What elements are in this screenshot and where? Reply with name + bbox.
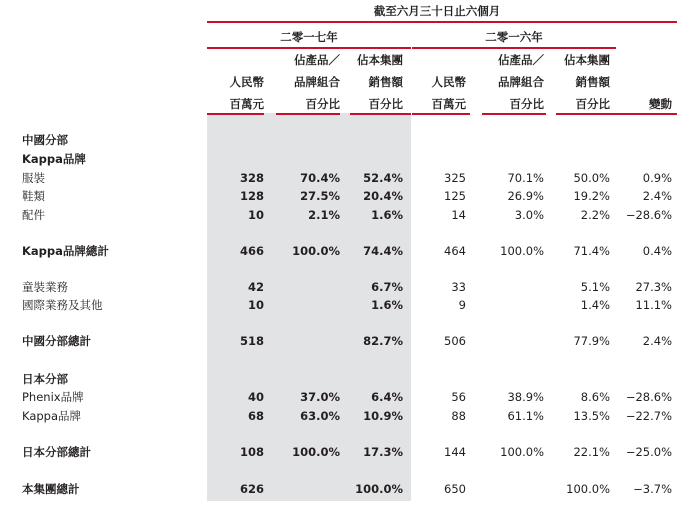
- table-cell: 10.9%: [363, 409, 403, 423]
- year-2016-rule: [412, 47, 616, 49]
- column-header: 品牌組合: [498, 75, 544, 89]
- table-cell: 2.1%: [308, 208, 340, 222]
- column-header: 銷售額: [575, 75, 610, 89]
- table-cell: 52.4%: [363, 171, 403, 185]
- column-header: 佔產品／: [294, 53, 340, 67]
- column-header: 百分比: [368, 97, 403, 111]
- row-label: 日本分部: [22, 372, 68, 386]
- table-cell: 74.4%: [363, 244, 403, 258]
- table-cell: 1.6%: [371, 298, 403, 312]
- table-cell: −22.7%: [625, 409, 672, 423]
- table-cell: 125: [444, 189, 466, 203]
- row-label: 國際業務及其他: [22, 298, 103, 312]
- table-cell: 33: [451, 280, 466, 294]
- table-cell: 100.0%: [292, 244, 340, 258]
- table-cell: 37.0%: [300, 390, 340, 404]
- column-header: 百分比: [305, 97, 340, 111]
- table-cell: 61.1%: [507, 409, 544, 423]
- table-cell: 100.0%: [500, 445, 544, 459]
- table-cell: 3.0%: [514, 208, 544, 222]
- table-cell: 6.4%: [371, 390, 403, 404]
- table-cell: 0.4%: [642, 244, 672, 258]
- row-label: 配件: [22, 208, 45, 222]
- table-cell: 9: [458, 298, 466, 312]
- table-cell: 2.4%: [642, 189, 672, 203]
- column-header: 百萬元: [229, 97, 264, 111]
- col-rule: [412, 113, 470, 115]
- row-label: 本集團總計: [22, 482, 80, 496]
- row-label: Kappa品牌: [22, 409, 82, 423]
- col-rule: [276, 113, 340, 115]
- table-cell: 2.2%: [580, 208, 610, 222]
- table-cell: 71.4%: [573, 244, 610, 258]
- table-cell: 13.5%: [573, 409, 610, 423]
- row-label: 中國分部總計: [22, 334, 91, 348]
- table-cell: 5.1%: [580, 280, 610, 294]
- period-header: 截至六月三十日止六個月: [373, 4, 501, 18]
- table-cell: 27.5%: [300, 189, 340, 203]
- table-cell: 650: [444, 482, 466, 496]
- table-cell: 27.3%: [635, 280, 672, 294]
- column-header: 銷售額: [368, 75, 403, 89]
- table-cell: 10: [247, 208, 264, 222]
- row-label: 服裝: [22, 171, 45, 185]
- table-cell: 17.3%: [363, 445, 403, 459]
- table-cell: 518: [239, 334, 264, 348]
- table-cell: 42: [247, 280, 264, 294]
- year-2016-header: 二零一六年: [485, 30, 543, 44]
- change-column-header: 變動: [649, 97, 672, 111]
- table-cell: −28.6%: [625, 208, 672, 222]
- period-rule: [207, 21, 677, 23]
- column-header: 百分比: [575, 97, 610, 111]
- column-header: 佔本集團: [357, 53, 403, 67]
- column-header: 人民幣: [431, 75, 466, 89]
- table-cell: 100.0%: [566, 482, 610, 496]
- table-cell: 82.7%: [363, 334, 403, 348]
- table-cell: 38.9%: [507, 390, 544, 404]
- table-cell: −25.0%: [625, 445, 672, 459]
- table-cell: 128: [239, 189, 264, 203]
- column-header: 佔本集團: [564, 53, 610, 67]
- table-cell: 68: [247, 409, 264, 423]
- table-cell: 14: [451, 208, 466, 222]
- table-cell: 1.6%: [371, 208, 403, 222]
- table-cell: 70.1%: [507, 171, 544, 185]
- row-label: Phenix品牌: [22, 390, 84, 404]
- col-rule: [556, 113, 616, 115]
- table-cell: 626: [239, 482, 264, 496]
- year-2017-header: 二零一七年: [280, 30, 338, 44]
- table-cell: −3.7%: [633, 482, 672, 496]
- table-cell: 464: [444, 244, 466, 258]
- col-rule: [350, 113, 411, 115]
- table-cell: 100.0%: [292, 445, 340, 459]
- table-cell: 108: [239, 445, 264, 459]
- year-2017-rule: [207, 47, 411, 49]
- row-label: 日本分部總計: [22, 445, 91, 459]
- table-cell: 40: [247, 390, 264, 404]
- table-cell: 1.4%: [580, 298, 610, 312]
- table-cell: 19.2%: [573, 189, 610, 203]
- col-rule: [207, 113, 264, 115]
- row-label: 童裝業務: [22, 280, 68, 294]
- table-cell: 6.7%: [371, 280, 403, 294]
- table-cell: 8.6%: [580, 390, 610, 404]
- table-cell: 325: [444, 171, 466, 185]
- row-label: 中國分部: [22, 133, 68, 147]
- column-header: 百萬元: [431, 97, 466, 111]
- row-label: Kappa品牌: [22, 152, 86, 166]
- column-header: 百分比: [509, 97, 544, 111]
- row-label: Kappa品牌總計: [22, 244, 109, 258]
- table-cell: 100.0%: [355, 482, 403, 496]
- table-cell: 22.1%: [573, 445, 610, 459]
- column-header: 人民幣: [229, 75, 264, 89]
- table-cell: 56: [451, 390, 466, 404]
- table-cell: 328: [239, 171, 264, 185]
- table-cell: 26.9%: [507, 189, 544, 203]
- table-cell: 144: [444, 445, 466, 459]
- table-cell: 20.4%: [363, 189, 403, 203]
- table-cell: 2.4%: [642, 334, 672, 348]
- column-header: 品牌組合: [294, 75, 340, 89]
- table-cell: 63.0%: [300, 409, 340, 423]
- column-header: 佔產品／: [498, 53, 544, 67]
- table-cell: 506: [444, 334, 466, 348]
- table-cell: 10: [247, 298, 264, 312]
- table-cell: 50.0%: [573, 171, 610, 185]
- col-rule: [482, 113, 546, 115]
- table-cell: 77.9%: [573, 334, 610, 348]
- table-cell: 11.1%: [635, 298, 672, 312]
- table-cell: 466: [239, 244, 264, 258]
- table-cell: −28.6%: [625, 390, 672, 404]
- row-label: 鞋類: [22, 189, 45, 203]
- col-rule: [616, 113, 677, 115]
- table-cell: 88: [451, 409, 466, 423]
- table-cell: 70.4%: [300, 171, 340, 185]
- table-cell: 0.9%: [642, 171, 672, 185]
- table-cell: 100.0%: [500, 244, 544, 258]
